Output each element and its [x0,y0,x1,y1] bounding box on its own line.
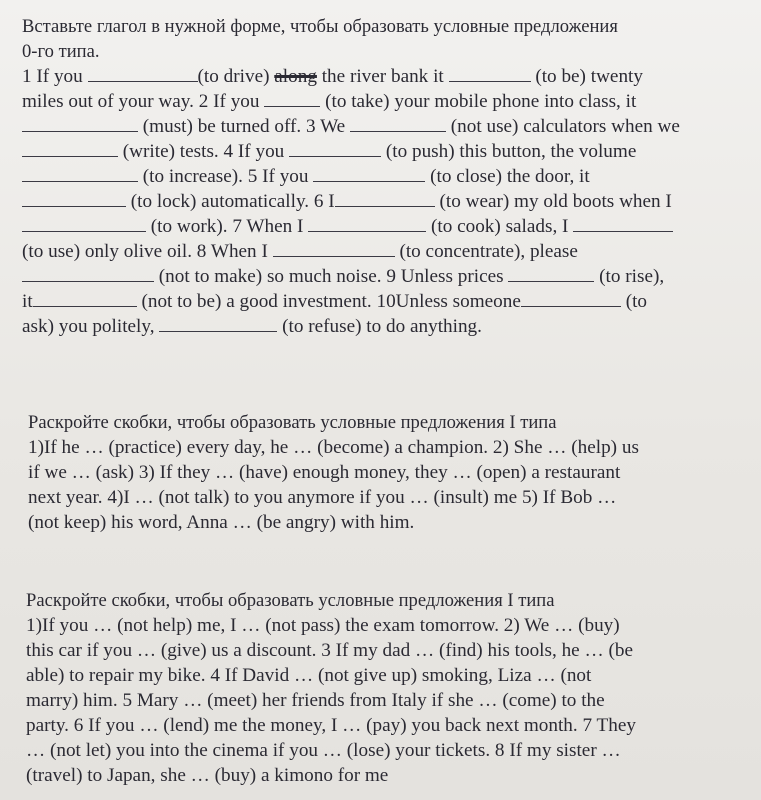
exercise-1-line-5 [22,164,750,189]
text-fragment: the river bank it [316,66,449,87]
text-fragment: (to close) the door, it [425,166,590,187]
answer-blank-10[interactable] [22,189,126,207]
text-fragment: (to increase). 5 If you [138,166,314,187]
exercise-1-line-4 [22,139,750,164]
exercise-first-conditional-a [28,410,748,535]
text-fragment: (to take) your mobile phone into class, it [320,91,637,112]
text-fragment: (to drive) [197,66,275,87]
answer-blank-14[interactable] [573,214,673,232]
text-fragment: miles out of your way. 2 If you [22,91,265,112]
exercise-1-line-11 [22,314,750,339]
answer-blank-16[interactable] [22,264,154,282]
text-fragment: (not to be) a good investment. 10Unless someone [136,291,521,312]
exercise-2-line: (not keep) his word, Anna … (be angry) with him. [28,512,415,533]
text-fragment: ask) you politely, [22,316,160,337]
text-fragment: (to cook) salads, I [426,216,574,237]
text-fragment: 1 If you [22,66,88,87]
answer-blank-15[interactable] [273,239,395,257]
text-fragment: (to use) only olive oil. 8 When I [22,241,273,262]
exercise-3-line: … (not let) you into the cinema if you … (lose) your tickets. 8 If my sister … [26,740,621,761]
exercise-2-heading: Раскройте скобки, чтобы образовать условные предложения I типа [28,412,557,433]
exercise-2-line: next year. 4)I … (not talk) to you anymore if you … (insult) me 5) If Bob … [28,487,617,508]
exercise-3-heading: Раскройте скобки, чтобы образовать условные предложения I типа [26,590,555,611]
answer-blank-19[interactable] [521,289,621,307]
exercise-2-line: 1)If he … (practice) every day, he … (become) a champion. 2) She … (help) us [28,437,639,458]
exercise-1-line-3 [22,114,750,139]
answer-blank-12[interactable] [22,214,146,232]
answer-blank-13[interactable] [308,214,426,232]
answer-blank-11[interactable] [335,189,435,207]
exercise-1-line-7 [22,214,750,239]
text-fragment: (to wear) my old boots when I [434,191,672,212]
exercise-3-line: (travel) to Japan, she … (buy) a kimono for me [26,765,389,786]
exercise-3-line: able) to repair my bike. 4 If David … (not give up) smoking, Liza … (not [26,665,592,686]
text-fragment: (not use) calculators when we [445,116,680,137]
exercise-3-line: 1)If you … (not help) me, I … (not pass) the exam tomorrow. 2) We … (buy) [26,615,620,636]
text-fragment: it [22,291,33,312]
answer-blank-8[interactable] [22,164,138,182]
text-fragment: (to rise), [594,266,665,287]
exercise-1-line-10 [22,289,750,314]
answer-blank-1[interactable] [88,64,198,82]
exercise-1-line-2 [22,89,750,114]
answer-blank-2[interactable] [449,64,531,82]
exercise-3-line: this car if you … (give) us a discount. 3 If my dad … (find) his tools, he … (be [26,640,633,661]
exercise-2-line: if we … (ask) 3) If they … (have) enough money, they … (open) a restaurant [28,462,621,483]
exercise-1-heading-line-2: 0-го типа. [22,41,100,62]
exercise-3-line: party. 6 If you … (lend) me the money, I … (pay) you back next month. 7 They [26,715,636,736]
text-fragment: (to lock) automatically. 6 I [126,191,335,212]
exercise-1-line-1 [22,64,750,89]
exercise-zero-conditional [22,14,750,339]
text-fragment: (to work). 7 When I [146,216,309,237]
text-fragment: (not to make) so much noise. 9 Unless prices [154,266,509,287]
exercise-1-line-9 [22,264,750,289]
answer-blank-6[interactable] [22,139,118,157]
exercise-first-conditional-b [26,588,750,788]
answer-blank-5[interactable] [350,114,446,132]
exercise-3-line: marry) him. 5 Mary … (meet) her friends from Italy if she … (come) to the [26,690,605,711]
text-fragment: (to push) this button, the volume [381,141,637,162]
text-fragment: (to be) twenty [530,66,643,87]
crossed-out-word: along [274,66,317,87]
answer-blank-7[interactable] [289,139,381,157]
exercise-1-line-6 [22,189,750,214]
exercise-1-line-8 [22,239,750,264]
answer-blank-4[interactable] [22,114,138,132]
text-fragment: (to refuse) to do anything. [277,316,482,337]
exercise-1-heading-line-1: Вставьте глагол в нужной форме, чтобы образовать условные предложения [22,16,618,37]
answer-blank-3[interactable] [264,89,320,107]
text-fragment: (to [620,291,648,312]
answer-blank-20[interactable] [159,314,277,332]
answer-blank-17[interactable] [508,264,594,282]
text-fragment: (to concentrate), please [394,241,578,262]
answer-blank-9[interactable] [313,164,425,182]
text-fragment: (must) be turned off. 3 We [138,116,350,137]
text-fragment: (write) tests. 4 If you [118,141,290,162]
answer-blank-18[interactable] [33,289,137,307]
